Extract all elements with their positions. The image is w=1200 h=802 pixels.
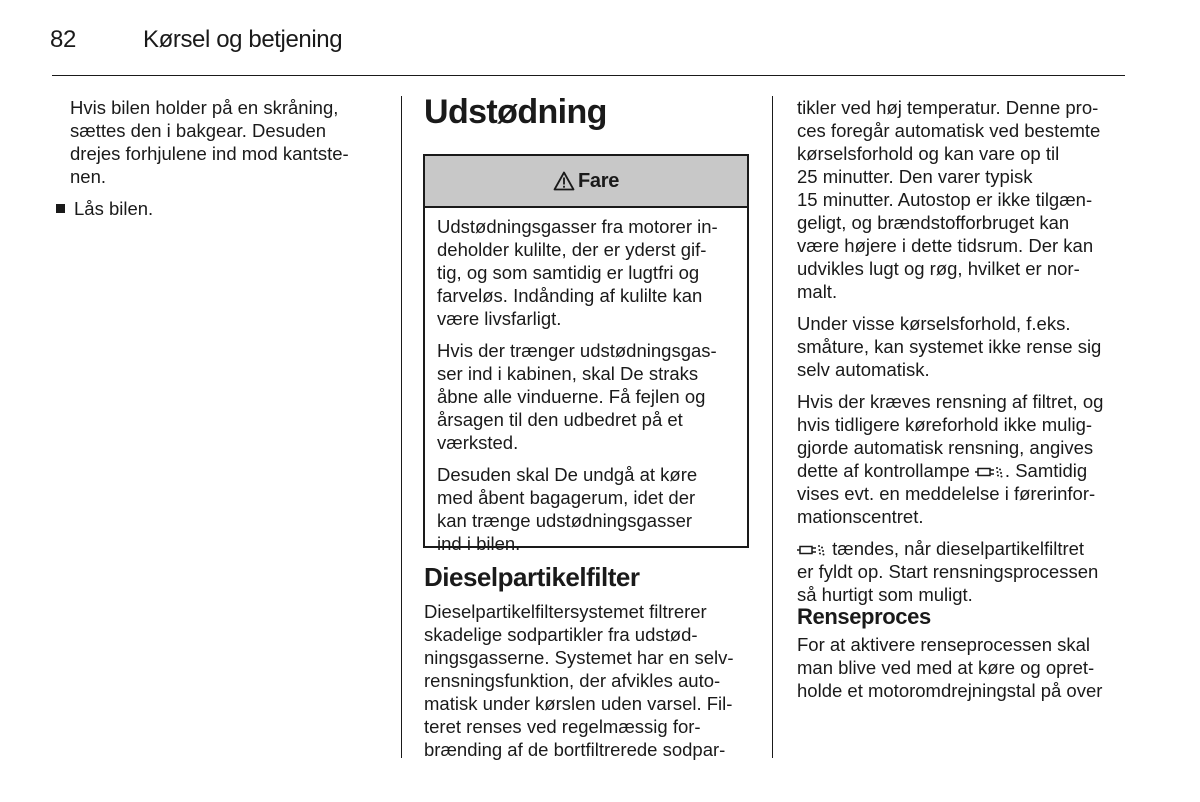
warning-triangle-icon bbox=[553, 171, 575, 191]
diesel-particulate-filter-icon bbox=[797, 543, 827, 557]
text-line: kan trænge udstødningsgasser bbox=[437, 510, 693, 531]
danger-warning-box bbox=[423, 154, 749, 554]
warning-header bbox=[425, 156, 747, 208]
text-line: tændes, når dieselpartikelfiltret bbox=[827, 538, 1085, 559]
column-divider-left bbox=[401, 96, 402, 758]
text-line: Hvis der trænger udstødningsgas- bbox=[437, 340, 717, 361]
warning-title: Fare bbox=[577, 169, 620, 192]
regeneration-process-heading: Renseproces bbox=[797, 604, 931, 629]
text-line: selv automatisk. bbox=[797, 359, 930, 380]
text-line: deholder kulilte, der er yderst gif- bbox=[437, 239, 707, 260]
text-line: . Samtidig bbox=[1004, 460, 1088, 481]
text-line: rensningsfunktion, der afvikles auto- bbox=[424, 670, 721, 691]
text-line: Dieselpartikelfiltersystemet filtrerer bbox=[424, 601, 707, 622]
text-line: ind i bilen. bbox=[437, 533, 521, 554]
text-line: tig, og som samtidig er lugtfri og bbox=[437, 262, 700, 283]
section-title: Kørsel og betjening bbox=[143, 26, 343, 53]
indicator-on-paragraph bbox=[797, 537, 1142, 606]
bullet-text: Lås bilen. bbox=[74, 198, 154, 219]
text-line: Under visse kørselsforhold, f.eks. bbox=[797, 313, 1071, 334]
text-line: drejes forhjulene ind mod kantste- bbox=[70, 143, 349, 164]
short-trips-paragraph bbox=[797, 312, 1142, 381]
text-line: Hvis bilen holder på en skråning, bbox=[70, 97, 339, 118]
text-line: teret renses ved regelmæssig for- bbox=[424, 716, 701, 737]
indicator-paragraph bbox=[797, 390, 1142, 528]
column-1 bbox=[53, 96, 383, 220]
parking-paragraph bbox=[53, 96, 383, 188]
text-line: åbne alle vinduerne. Få fejlen og bbox=[437, 386, 706, 407]
text-line: gjorde automatisk rensning, angives bbox=[797, 437, 1094, 458]
text-line: farveløs. Indånding af kulilte kan bbox=[437, 285, 703, 306]
text-line: dette af kontrollampe bbox=[797, 460, 975, 481]
text-line: tikler ved høj temperatur. Denne pro- bbox=[797, 97, 1099, 118]
square-bullet bbox=[56, 204, 65, 213]
text-line: holde et motoromdrejningstal på over bbox=[797, 680, 1103, 701]
text-line: 15 minutter. Autostop er ikke tilgæn- bbox=[797, 189, 1093, 210]
warning-paragraph bbox=[437, 339, 737, 454]
text-line: Udstødningsgasser fra motorer in- bbox=[437, 216, 718, 237]
text-line: Desuden skal De undgå at køre bbox=[437, 464, 698, 485]
warning-paragraph bbox=[437, 463, 737, 555]
exhaust-heading: Udstødning bbox=[424, 93, 607, 131]
text-line: med åbent bagagerum, idet der bbox=[437, 487, 696, 508]
warning-paragraph bbox=[437, 215, 737, 330]
text-line: udvikles lugt og røg, hvilket er nor- bbox=[797, 258, 1080, 279]
text-line: skadelige sodpartikler fra udstød- bbox=[424, 624, 698, 645]
lock-car-bullet bbox=[53, 197, 383, 220]
text-line: man blive ved med at køre og opret- bbox=[797, 657, 1095, 678]
diesel-particulate-filter-icon bbox=[975, 465, 1005, 479]
warning-body bbox=[425, 208, 747, 555]
text-line: Hvis der kræves rensning af filtret, og bbox=[797, 391, 1104, 412]
header-rule bbox=[52, 75, 1125, 76]
regeneration-process-paragraph bbox=[797, 633, 1142, 702]
text-line: mationscentret. bbox=[797, 506, 924, 527]
text-line: For at aktivere renseprocessen skal bbox=[797, 634, 1091, 655]
text-line: nen. bbox=[70, 166, 107, 187]
text-line: sættes den i bakgear. Desuden bbox=[70, 120, 327, 141]
text-line: så hurtigt som muligt. bbox=[797, 584, 973, 605]
text-line: ser ind i kabinen, skal De straks bbox=[437, 363, 699, 384]
text-line: kørselsforhold og kan vare op til bbox=[797, 143, 1060, 164]
text-line: malt. bbox=[797, 281, 838, 302]
text-line: matisk under kørslen uden varsel. Fil- bbox=[424, 693, 733, 714]
text-line: årsagen til den udbedret på et bbox=[437, 409, 683, 430]
text-line: hvis tidligere køreforhold ikke mulig- bbox=[797, 414, 1093, 435]
column-divider-right bbox=[772, 96, 773, 758]
text-line: være livsfarligt. bbox=[437, 308, 562, 329]
text-line: småture, kan systemet ikke rense sig bbox=[797, 336, 1102, 357]
text-line: vises evt. en meddelelse i førerinfor- bbox=[797, 483, 1096, 504]
text-line: ningsgasserne. Systemet har en selv- bbox=[424, 647, 734, 668]
text-line: er fyldt op. Start rensningsprocessen bbox=[797, 561, 1099, 582]
text-line: brænding af de bortfiltrerede sodpar- bbox=[424, 739, 726, 760]
dpf-paragraph bbox=[424, 600, 764, 761]
text-line: 25 minutter. Den varer typisk bbox=[797, 166, 1033, 187]
regeneration-paragraph bbox=[797, 96, 1142, 303]
column-3 bbox=[797, 96, 1142, 615]
text-line: værksted. bbox=[437, 432, 519, 453]
page-number: 82 bbox=[50, 26, 77, 53]
text-line: ces foregår automatisk ved bestemte bbox=[797, 120, 1101, 141]
text-line: være højere i dette tidsrum. Der kan bbox=[797, 235, 1094, 256]
dpf-heading: Dieselpartikelfilter bbox=[424, 562, 640, 592]
text-line: geligt, og brændstofforbruget kan bbox=[797, 212, 1070, 233]
